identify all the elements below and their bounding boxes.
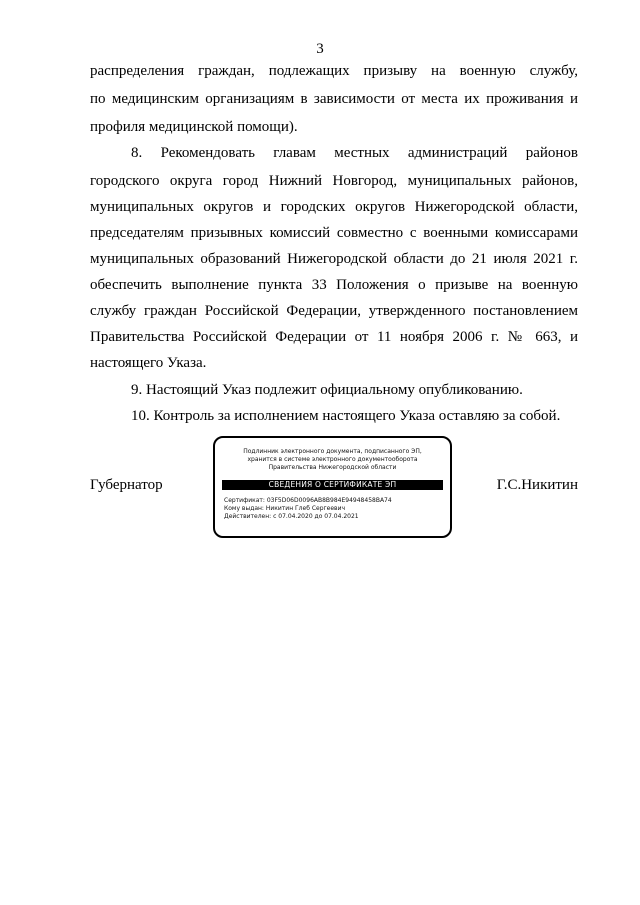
paragraph-line: распределения граждан, подлежащих призыву на военную службу,	[90, 63, 578, 79]
paragraph-line: по медицинским организациям в зависимости от места их проживания и	[90, 91, 578, 107]
paragraph-line: председателям призывных комиссий совместно с военными комиссарами	[90, 225, 578, 241]
paragraph-line: профиля медицинской помощи).	[90, 119, 298, 135]
signer-name: Г.С.Никитин	[496, 477, 578, 493]
paragraph-line: муниципальных образований Нижегородской области до 21 июля 2021 г.	[90, 251, 578, 267]
paragraph-line: городского округа город Нижний Новгород, муниципальных районов,	[90, 173, 578, 189]
stamp-header-line: Правительства Нижегородской области	[268, 464, 397, 471]
paragraph-10: 10. Контроль за исполнением настоящего Указа оставляю за собой.	[131, 408, 561, 424]
paragraph-line: Правительства Российской Федерации от 11 ноября 2006 г. № 663, и	[90, 329, 578, 345]
certificate-validity: Действителен: с 07.04.2020 до 07.04.2021	[224, 513, 359, 520]
page-number: 3	[316, 41, 324, 57]
paragraph-line: муниципальных округов и городских округов Нижегородской области,	[90, 199, 578, 215]
paragraph-line: настоящего Указа.	[90, 355, 207, 371]
stamp-details	[224, 497, 450, 521]
paragraph-line: 8. Рекомендовать главам местных администраций районов	[131, 145, 578, 161]
paragraph-line: службу граждан Российской Федерации, утвержденного постановлением	[90, 303, 578, 319]
stamp-header-line: хранится в системе электронного документооборота	[247, 456, 418, 463]
certificate-owner: Кому выдан: Никитин Глеб Сергеевич	[224, 505, 346, 512]
stamp-header-line: Подлинник электронного документа, подписанного ЭП,	[243, 448, 422, 455]
stamp-header	[215, 448, 450, 472]
electronic-signature-stamp	[213, 436, 452, 538]
paragraph-line: обеспечить выполнение пункта 33 Положения о призыве на военную	[90, 277, 578, 293]
signer-position: Губернатор	[90, 477, 163, 493]
paragraph-9: 9. Настоящий Указ подлежит официальному опубликованию.	[131, 382, 523, 398]
stamp-title-bar: СВЕДЕНИЯ О СЕРТИФИКАТЕ ЭП	[222, 480, 443, 490]
certificate-number: Сертификат: 03F5D06D0096AB8B984E94948458BA74	[224, 497, 392, 504]
